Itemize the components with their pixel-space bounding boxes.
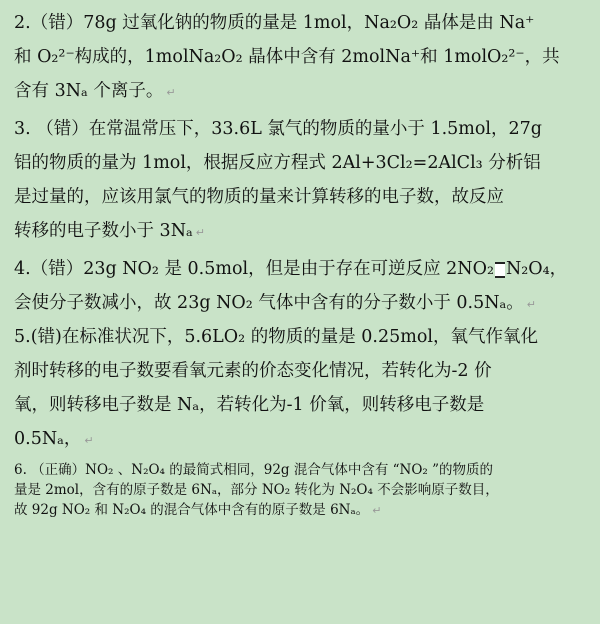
text-line: 6. （正确）NO₂ 、N₂O₄ 的最简式相同，92g 混合气体中含有 “NO₂ ”的物质的 bbox=[14, 462, 494, 478]
text-line: 4.（错）23g NO₂ 是 0.5mol，但是由于存在可逆反应 2NO₂ N₂O₄， bbox=[14, 259, 568, 279]
text-line: 氧，则转移电子数是 Nₐ，若转化为-1 价氧，则转移电子数是 bbox=[14, 395, 485, 415]
item-5 bbox=[14, 320, 592, 456]
reversible-arrow-icon bbox=[495, 262, 505, 278]
text-line: 5.(错)在标准状况下，5.6LO₂ 的物质的量是 0.25mol，氧气作氧化 bbox=[14, 327, 538, 347]
paragraph-mark-icon: ↵ bbox=[526, 298, 537, 311]
text-line: 含有 3Nₐ 个离子。 ↵ bbox=[14, 81, 176, 101]
item-4 bbox=[14, 252, 592, 320]
text-line: 转移的电子数小于 3Nₐ ↵ bbox=[14, 221, 205, 241]
paragraph-mark-icon: ↵ bbox=[84, 434, 94, 447]
text-line: 是过量的，应该用氯气的物质的量来计算转移的电子数，故反应 bbox=[14, 187, 504, 207]
item-6 bbox=[14, 460, 592, 520]
text-line: 铝的物质的量为 1mol，根据反应方程式 2Al+3Cl₂=2AlCl₃ 分析铝 bbox=[14, 153, 541, 173]
text-line: 3. （错）在常温常压下，33.6L 氯气的物质的量小于 1.5mol，27g bbox=[14, 119, 542, 139]
text-line: 和 O₂²⁻构成的，1molNa₂O₂ 晶体中含有 2molNa⁺和 1molO₂²⁻，共 bbox=[14, 47, 560, 67]
paragraph-mark-icon: ↵ bbox=[195, 226, 205, 239]
item-2 bbox=[14, 6, 592, 108]
text-line: 剂时转移的电子数要看氧元素的价态变化情况，若转化为-2 价 bbox=[14, 361, 492, 381]
text-line: 会使分子数减小，故 23g NO₂ 气体中含有的分子数小于 0.5Nₐ。 ↵ bbox=[14, 293, 537, 313]
paragraph-mark-icon: ↵ bbox=[372, 504, 382, 517]
text-line: 0.5Nₐ， ↵ bbox=[14, 429, 94, 449]
text-line: 2.（错）78g 过氧化钠的物质的量是 1mol，Na₂O₂ 晶体是由 Na⁺ bbox=[14, 13, 535, 33]
text-line: 故 92g NO₂ 和 N₂O₄ 的混合气体中含有的原子数是 6Nₐ。 ↵ bbox=[14, 502, 382, 518]
item-3 bbox=[14, 112, 592, 248]
paragraph-mark-icon: ↵ bbox=[166, 86, 176, 99]
text-line: 量是 2mol，含有的原子数是 6Nₐ，部分 NO₂ 转化为 N₂O₄ 不会影响原子数目， bbox=[14, 482, 499, 498]
